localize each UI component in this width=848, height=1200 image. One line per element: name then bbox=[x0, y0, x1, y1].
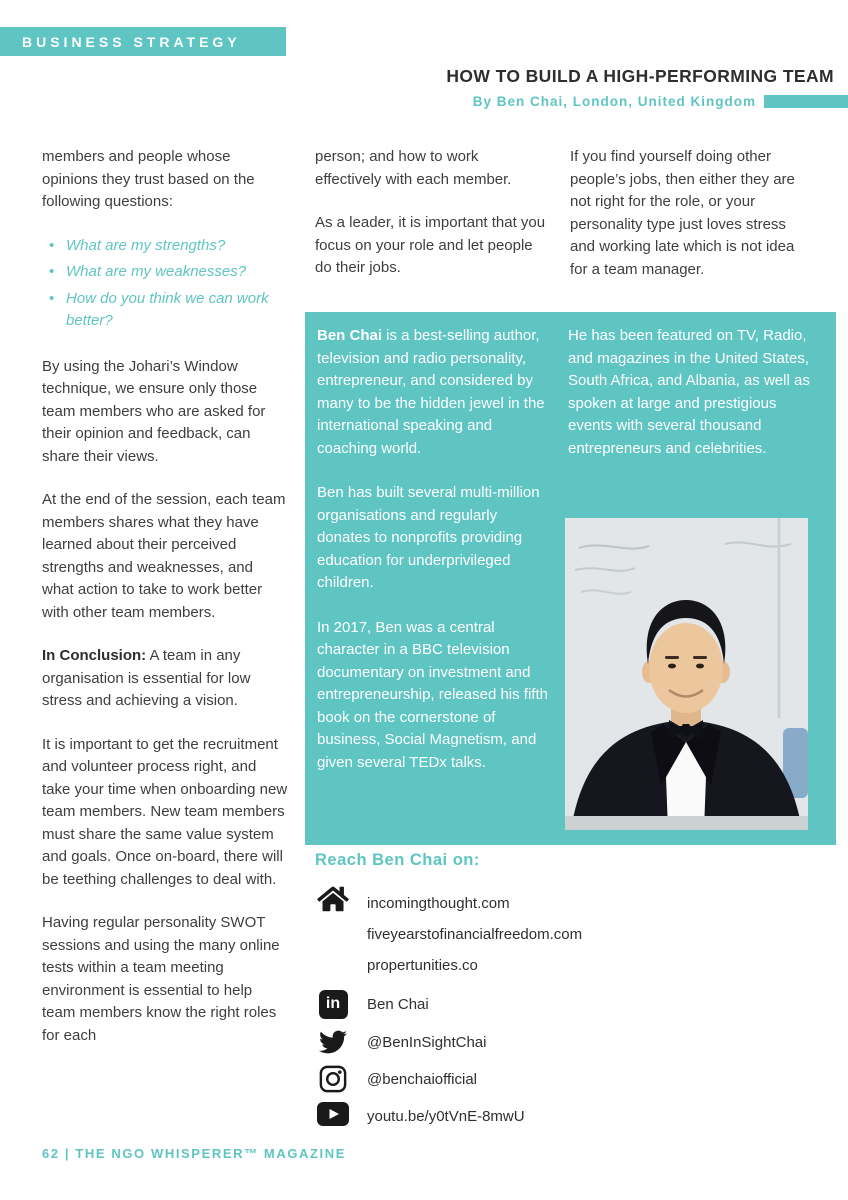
linkedin-handle: Ben Chai bbox=[367, 996, 429, 1013]
website-url: fiveyearstofinancialfreedom.com bbox=[367, 926, 583, 943]
home-icon bbox=[315, 885, 351, 913]
bio-left-column bbox=[317, 325, 549, 796]
conclusion-paragraph: In Conclusion: A team in any organisation is essential for low stress and achieving a vision. bbox=[42, 647, 251, 709]
column-right bbox=[570, 146, 813, 302]
body-paragraph: Having regular personality SWOT sessions and using the many online tests within a team meeting environment is essential to help team members know the right roles for each bbox=[42, 914, 280, 1044]
body-paragraph: As a leader, it is important that you focus on your role and let people do their jobs. bbox=[315, 214, 546, 276]
body-paragraph: By using the Johari’s Window technique, we ensure only those team members who are asked for their opinion and feedback, can share their views. bbox=[42, 357, 266, 465]
byline: By Ben Chai, London, United Kingdom bbox=[472, 94, 756, 109]
column-left bbox=[42, 146, 288, 1068]
question-item: • What are my strengths? bbox=[46, 235, 288, 258]
body-paragraph: At the end of the session, each team members shares what they have learned about their perceived strengths and weaknesses, and what action to take to work better with other team members. bbox=[42, 491, 286, 621]
conclusion-label: In Conclusion: bbox=[42, 647, 147, 664]
body-paragraph: It is important to get the recruitment and volunteer process right, and take your time when onboarding new team members. New team members must share the same value system and goals. Once on-board, there will be teething challenges to deal with. bbox=[42, 735, 288, 888]
contact-row-instagram bbox=[315, 1065, 735, 1093]
bio-paragraph: Ben Chai is a best-selling author, television and radio personality, entrepreneur, and considered by many to be the hidden jewel in the international speaking and coaching world. bbox=[317, 327, 545, 457]
contact-row-youtube bbox=[315, 1102, 735, 1127]
column-middle bbox=[315, 146, 548, 301]
contact-row-linkedin bbox=[315, 990, 735, 1019]
question-item: • What are my weaknesses? bbox=[46, 261, 288, 284]
page-title: HOW TO BUILD A HIGH-PERFORMING TEAM bbox=[446, 66, 834, 86]
question-list bbox=[46, 235, 288, 333]
bio-paragraph: He has been featured on TV, Radio, and magazines in the United States, South Africa, and Albania, as well as spoken at large and prestigious events with several thousand entrepreneurs and celebrities. bbox=[568, 327, 810, 457]
body-paragraph: members and people whose opinions they trust based on the following questions: bbox=[42, 148, 255, 210]
byline-row bbox=[446, 94, 848, 109]
bio-paragraph: In 2017, Ben was a central character in a BBC television documentary on investment and entrepreneurship, released his fifth book on the cornerstone of business, Social Magnetism, and given several TEDx talks. bbox=[317, 618, 548, 771]
category-banner: BUSINESS STRATEGY bbox=[0, 27, 286, 56]
author-bio-box bbox=[305, 312, 836, 845]
twitter-handle: @BenInSightChai bbox=[367, 1034, 487, 1051]
ben-chai-photo bbox=[565, 518, 808, 830]
question-item: • How do you think we can work better? bbox=[46, 288, 288, 333]
instagram-handle: @benchaiofficial bbox=[367, 1071, 478, 1088]
contact-row-twitter bbox=[315, 1028, 735, 1056]
youtube-icon bbox=[315, 1102, 351, 1126]
contact-row-websites bbox=[315, 885, 735, 981]
linkedin-icon: in bbox=[315, 990, 351, 1019]
bio-paragraph: Ben has built several multi-million organisations and regularly donates to nonprofits providing education for underprivileged children. bbox=[317, 484, 540, 591]
contact-section bbox=[315, 851, 735, 1136]
body-paragraph: If you find yourself doing other people’s jobs, then either they are not right for the role, or your personality type just loves stress and working late which is not idea for a team manager. bbox=[570, 148, 795, 278]
website-url: incomingthought.com bbox=[367, 895, 510, 912]
contact-heading: Reach Ben Chai on: bbox=[315, 851, 480, 869]
youtube-url: youtu.be/y0tVnE-8mwU bbox=[367, 1108, 525, 1125]
instagram-icon bbox=[315, 1065, 351, 1093]
page-footer: 62 | THE NGO WHISPERER™ MAGAZINE bbox=[42, 1146, 347, 1161]
author-name: Ben Chai bbox=[317, 327, 383, 344]
twitter-icon bbox=[315, 1028, 351, 1056]
body-paragraph: person; and how to work effectively with each member. bbox=[315, 148, 512, 188]
bio-right-column bbox=[568, 325, 820, 482]
website-url: propertunities.co bbox=[367, 957, 478, 974]
byline-accent-bar bbox=[764, 95, 848, 108]
article-header bbox=[446, 66, 848, 109]
